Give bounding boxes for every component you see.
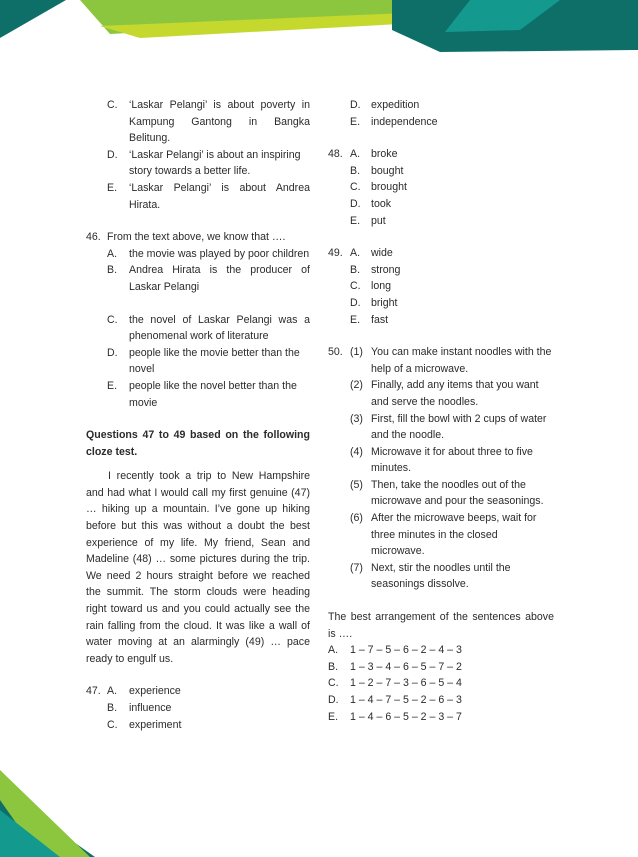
sentence-number: (1) [350,346,363,359]
option-row [328,295,554,312]
sentence-row [328,444,554,477]
option-row [86,345,310,378]
option-text: Andrea Hirata is the producer of Laskar Pelangi [129,264,310,293]
option-text: ‘Laskar Pelangi’ is about an inspiring story towards a better life. [129,148,301,178]
option-row [328,642,554,659]
question-49 [328,245,554,328]
option-text: bright [371,296,398,309]
option-text: took [371,197,392,210]
option-text: expedition [371,99,420,111]
sentence-text: Microwave it for about three to five minutes. [371,445,533,475]
option-row [328,163,554,180]
option-letter: D. [350,296,361,309]
left-column [86,97,310,733]
option-letter: A. [350,247,361,260]
option-letter: D. [107,346,118,359]
footer-teal-overlay [0,810,60,857]
question-46 [86,229,310,411]
question-number: 49. [328,247,343,260]
option-text: the novel of Laskar Pelangi was a phenomenal work of literature [129,313,310,343]
option-text: ‘Laskar Pelangi’ is about Andrea Hirata. [129,181,310,211]
option-text: wide [371,247,393,260]
option-row [86,717,310,734]
option-row [328,97,554,114]
option-row [86,262,310,295]
option-letter: D. [350,99,361,111]
header-teal-band [0,0,66,38]
sentence-text: Next, stir the noodles until the seasonings dissolve. [371,561,511,591]
sentence-row [328,510,554,560]
option-letter: B. [107,264,118,277]
footer-teal-corner [0,790,95,857]
option-text: 1 – 2 – 7 – 3 – 6 – 5 – 4 [350,677,462,690]
q47-continued [328,97,554,130]
option-letter: C. [328,677,339,690]
option-text: experiment [129,718,182,731]
option-row [328,179,554,196]
option-letter: A. [107,685,118,698]
question-47 [86,683,310,733]
question-prompt: The best arrangement of the sentences above is …. [328,611,554,640]
option-letter: C. [107,99,118,111]
sentence-row [328,411,554,444]
question-50 [328,344,554,725]
option-row [328,675,554,692]
option-letter: A. [107,247,118,260]
option-text: brought [371,181,407,194]
option-letter: D. [328,694,339,706]
option-row [86,97,310,147]
option-letter: B. [107,702,118,714]
option-letter: E. [350,115,361,128]
option-text: bought [371,164,404,177]
sentence-text: Finally, add any items that you want and serve the noodles. [371,379,539,408]
option-text: independence [371,115,438,128]
option-row [328,312,554,329]
sentence-text: First, fill the bowl with 2 cups of water and the noodle. [371,412,547,442]
option-row [86,180,310,213]
sentence-number: (3) [350,412,363,425]
sentence-text: After the microwave beeps, wait for three minutes in the closed microwave. [371,512,537,558]
sentence-number: (4) [350,445,363,458]
q45-options [86,97,310,213]
option-row [328,278,554,295]
sentence-row [328,377,554,410]
right-column [328,97,554,725]
option-row [328,213,554,230]
sentence-number: (2) [350,379,363,392]
option-letter: C. [350,280,361,293]
option-text: strong [371,263,401,276]
option-letter: B. [350,263,361,276]
option-row [86,312,310,345]
sentence-number: (7) [350,561,363,574]
option-row [328,692,554,709]
option-letter: E. [328,710,339,723]
option-row [86,683,310,700]
cloze-heading: Questions 47 to 49 based on the following cloze test. [86,429,310,458]
option-letter: A. [328,644,339,657]
question-number: 47. [86,685,101,698]
cloze-passage: I recently took a trip to New Hampshire and had what I would call my first genuine (47) … hiking up a mountain. I’ve gone up hiking before but this was without a doubt the best experience of my life. My friend, Sean and Madeline (48) … some pictures during the trip. We need 2 hours straight before we reached the summit. The storm clouds were heading right toward us and you could actually see the rain falling from the cloud. It was like a wall of water moving at an alarmingly (49) … pace ready to engulf us. [86,470,310,665]
option-letter: E. [350,214,361,227]
sentence-number: (6) [350,512,363,525]
header-yellow-band [100,12,430,38]
option-text: ‘Laskar Pelangi’ is about poverty in Kampung Gantong in Bangka Belitung. [129,99,310,145]
option-row [328,114,554,131]
sentence-text: Then, take the noodles out of the microwave and pour the seasonings. [371,478,544,508]
sentence-number: (5) [350,478,363,491]
option-letter: B. [350,164,361,177]
question-number: 50. [328,346,343,359]
option-letter: C. [350,181,361,194]
option-text: fast [371,313,389,326]
option-letter: D. [350,197,361,210]
option-text: put [371,214,386,227]
option-row [86,378,310,411]
option-row [328,262,554,279]
option-text: 1 – 7 – 5 – 6 – 2 – 4 – 3 [350,644,462,657]
sentence-row [328,344,554,377]
option-row [86,246,310,263]
option-letter: B. [328,660,339,673]
option-text: broke [371,148,398,161]
sentence-row [328,477,554,510]
option-text: 1 – 4 – 6 – 5 – 2 – 3 – 7 [350,710,462,723]
option-letter: D. [107,148,118,161]
option-text: experience [129,685,181,698]
option-row [328,146,554,163]
option-letter: A. [350,148,361,161]
header-dark-teal-band [392,0,638,52]
footer-green-corner [0,770,90,857]
option-row [328,196,554,213]
option-row [328,709,554,726]
option-letter: C. [107,718,118,731]
option-text: 1 – 4 – 7 – 5 – 2 – 6 – 3 [350,694,462,706]
option-text: people like the novel better than the movie [129,379,297,409]
option-text: long [371,280,392,293]
question-stem: From the text above, we know that …. [107,231,286,244]
question-48 [328,146,554,229]
option-row [328,245,554,262]
header-teal-accent [445,0,560,32]
header-green-band [80,0,470,34]
option-text: the movie was played by poor children [129,247,310,260]
option-letter: C. [107,313,118,326]
question-number: 48. [328,148,343,161]
sentence-text: You can make instant noodles with the help of a microwave. [371,346,552,375]
question-number: 46. [86,231,101,244]
option-text: influence [129,702,172,714]
option-letter: E. [107,379,118,392]
option-text: people like the movie better than the novel [129,346,300,376]
option-row [86,147,310,180]
option-letter: E. [350,313,361,326]
option-row [328,659,554,676]
option-row [86,700,310,717]
option-letter: E. [107,181,118,194]
option-text: 1 – 3 – 4 – 6 – 5 – 7 – 2 [350,660,462,673]
sentence-row [328,560,554,593]
